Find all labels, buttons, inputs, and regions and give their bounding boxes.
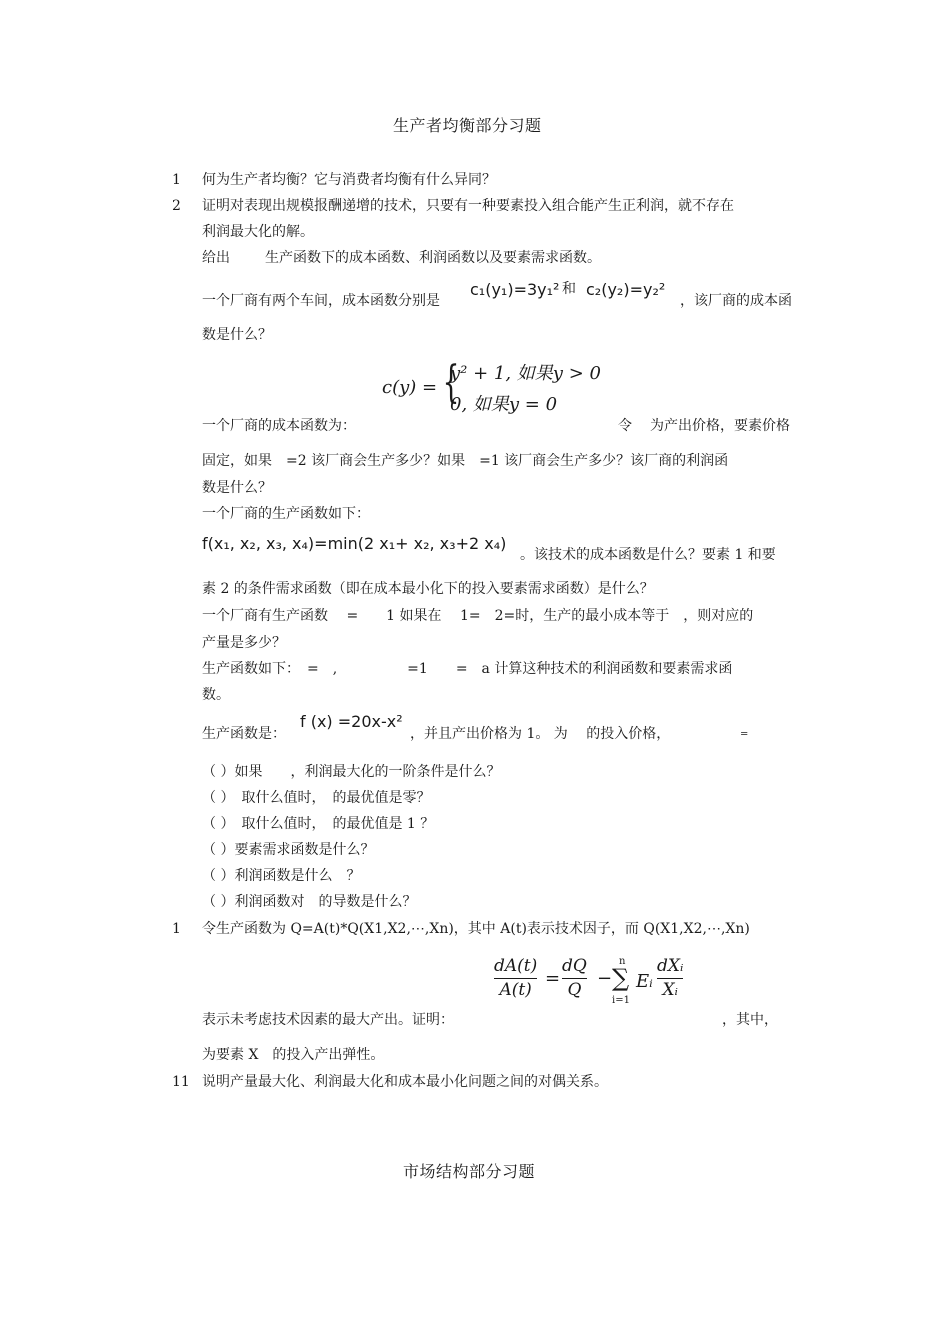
question-text: 固定，如果 =2 该厂商会生产多少？如果 =1 该厂商会生产多少？该厂商的利润函	[202, 453, 729, 469]
formula-brace: {	[442, 357, 460, 408]
numerator: dXᵢ	[657, 956, 684, 976]
question-text: 说明产量最大化、利润最大化和成本最小化问题之间的对偶关系。	[202, 1074, 608, 1090]
question-number: 2	[172, 198, 181, 214]
question-number: 1	[172, 921, 181, 937]
question-text: 何为生产者均衡？它与消费者均衡有什么异同？	[202, 172, 496, 188]
list-item: （ ）如果 ，利润最大化的一阶条件是什么？	[202, 764, 501, 780]
question-text: 数是什么？	[202, 480, 272, 496]
question-text: 一个厂商有两个车间，成本函数分别是	[202, 293, 440, 309]
question-text: ，其中，	[722, 1012, 778, 1028]
question-text: =	[740, 729, 749, 740]
formula: 和	[562, 281, 576, 297]
list-item: （ ）利润函数对 的导数是什么？	[202, 894, 417, 910]
question-text: 生产函数如下： = , =1 = a 计算这种技术的利润函数和要素需求函	[202, 661, 733, 677]
formula-fraction	[494, 957, 537, 999]
formula: 0, 如果y = 0	[450, 394, 558, 415]
question-text: ，并且产出价格为 1。 为 的投入价格，	[410, 726, 671, 742]
question-number: 11	[172, 1074, 190, 1090]
section-title: 生产者均衡部分习题	[393, 116, 542, 135]
formula: f (x) =20x-x²	[300, 712, 403, 731]
formula: c₁(y₁)=3y₁²	[470, 280, 560, 299]
question-text: 数。	[202, 687, 230, 703]
list-item: （ ） 取什么值时， 的最优值是零？	[202, 790, 431, 806]
formula-fraction	[562, 957, 587, 999]
formula: f(x₁, x₂, x₃, x₄)=min(2 x₁+ x₂, x₃+2 x₄)	[202, 534, 507, 553]
denominator: Q	[567, 979, 582, 1000]
numerator: dA(t)	[494, 956, 538, 976]
question-text: 表示未考虑技术因素的最大产出。证明：	[202, 1012, 454, 1028]
question-text: 一个厂商有生产函数 = 1 如果在 1= 2=时，生产的最小成本等于 ，则对应的	[202, 608, 754, 624]
numerator: dQ	[562, 956, 587, 976]
formula: c₂(y₂)=y₂²	[586, 280, 666, 299]
list-item: （ ）利润函数是什么 ？	[202, 868, 361, 884]
question-text: 令	[618, 418, 632, 434]
question-text: 令生产函数为 Q=A(t)*Q(X1,X2,⋯,Xn)，其中 A(t)表示技术因子，而 Q(X1,X2,⋯,Xn)	[202, 921, 750, 937]
question-text: 为产出价格，要素价格	[650, 418, 790, 434]
question-text: 一个厂商的成本函数为：	[202, 418, 356, 434]
formula-minus: −	[597, 968, 613, 989]
formula: c(y) =	[382, 377, 438, 398]
formula-fraction	[657, 957, 683, 999]
section-title: 市场结构部分习题	[403, 1162, 536, 1181]
formula: y² + 1, 如果y > 0	[450, 363, 601, 384]
formula-term: Eᵢ	[636, 971, 653, 992]
list-item: （ ） 取什么值时， 的最优值是 1 ？	[202, 816, 435, 832]
question-text: 利润最大化的解。	[202, 224, 314, 240]
question-text: 素 2 的条件需求函数（即在成本最小化下的投入要素需求函数）是什么？	[202, 581, 654, 597]
fraction-bar	[657, 978, 683, 979]
question-text: 生产函数是：	[202, 726, 286, 742]
question-text: 给出	[202, 250, 230, 266]
question-text: 数是什么？	[202, 327, 272, 343]
denominator: A(t)	[499, 979, 532, 1000]
question-number: 1	[172, 172, 181, 188]
formula-sum-upper: n	[619, 956, 626, 967]
fraction-bar	[562, 978, 587, 979]
question-text: 生产函数下的成本函数、利润函数以及要素需求函数。	[265, 250, 601, 266]
denominator: Xᵢ	[662, 979, 678, 1000]
question-text: 。该技术的成本函数是什么？要素 1 和要	[520, 547, 776, 563]
formula-sum: ∑	[612, 964, 630, 992]
fraction-bar	[494, 978, 537, 979]
question-text: ，该厂商的成本函	[680, 293, 792, 309]
formula-sum-lower: i=1	[612, 995, 630, 1006]
question-text: 产量是多少？	[202, 635, 286, 651]
question-text: 一个厂商的生产函数如下：	[202, 506, 370, 522]
list-item: （ ）要素需求函数是什么？	[202, 842, 375, 858]
formula-equals: =	[545, 968, 561, 989]
question-text: 证明对表现出规模报酬递增的技术，只要有一种要素投入组合能产生正利润，就不存在	[202, 198, 734, 214]
question-text: 为要素 X 的投入产出弹性。	[202, 1047, 385, 1063]
